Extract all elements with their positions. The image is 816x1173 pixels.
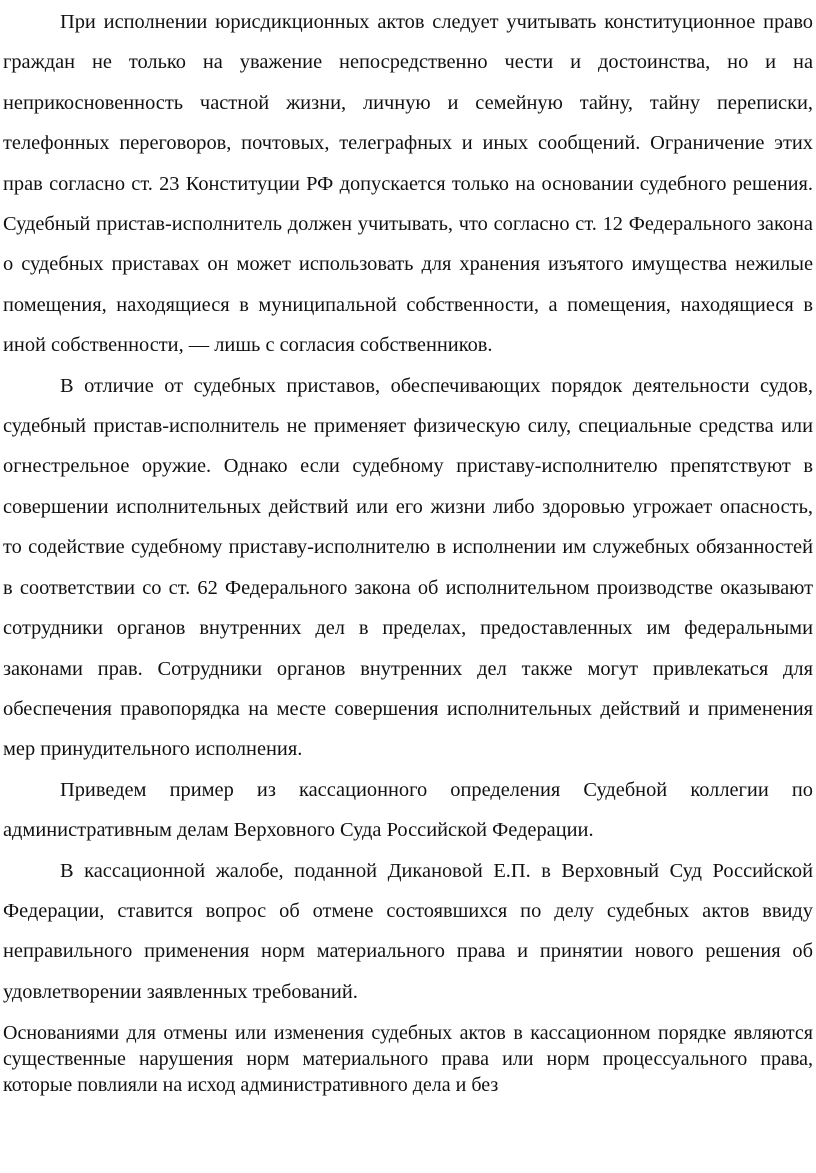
paragraph-1: При исполнении юрисдикционных актов следует учитывать конституционное право граждан не только на уважение непосредственно чести и достоинства, но и на неприкосновенность частной жизни, личную и семейную тайну, тайну переписки, телефонных переговоров, почтовых, телеграфных и иных сообщений. Ограничение этих прав согласно ст. 23 Конституции РФ допускается только на основании судебного решения. Судебный пристав-исполнитель должен учитывать, что согласно ст. 12 Федерального закона о судебных приставах он может использовать для хранения изъятого имущества нежилые помещения, находящиеся в муниципальной собственности, а помещения, находящиеся в иной собственности, — лишь с согласия собственников. <box>3 11 813 357</box>
paragraph-4: В кассационной жалобе, поданной Дикановой Е.П. в Верховный Суд Российской Федерации, ставится вопрос об отмене состоявшихся по делу судебных актов ввиду неправильного применения норм материального права и принятии нового решения об удовлетворении заявленных требований. <box>3 859 813 1003</box>
paragraph-3: Приведем пример из кассационного определения Судебной коллегии по административным делам Верховного Суда Российской Федерации. <box>3 778 813 842</box>
paragraph-5: Основаниями для отмены или изменения судебных актов в кассационном порядке являются существенные нарушения норм материального права или норм процессуального права, которые повлияли на исход административного дела и без <box>3 1022 813 1097</box>
paragraph-2: В отличие от судебных приставов, обеспечивающих порядок деятельности судов, судебный пристав-исполнитель не применяет физическую силу, специальные средства или огнестрельное оружие. Однако если судебному приставу-исполнителю препятствуют в совершении исполнительных действий или его жизни либо здоровью угрожает опасность, то содействие судебному приставу-исполнителю в исполнении им служебных обязанностей в соответствии со ст. 62 Федерального закона об исполнительном производстве оказывают сотрудники органов внутренних дел в пределах, предоставленных им федеральными законами прав. Сотрудники органов внутренних дел также могут привлекаться для обеспечения правопорядка на месте совершения исполнительных действий и применения мер принудительного исполнения. <box>3 374 813 761</box>
